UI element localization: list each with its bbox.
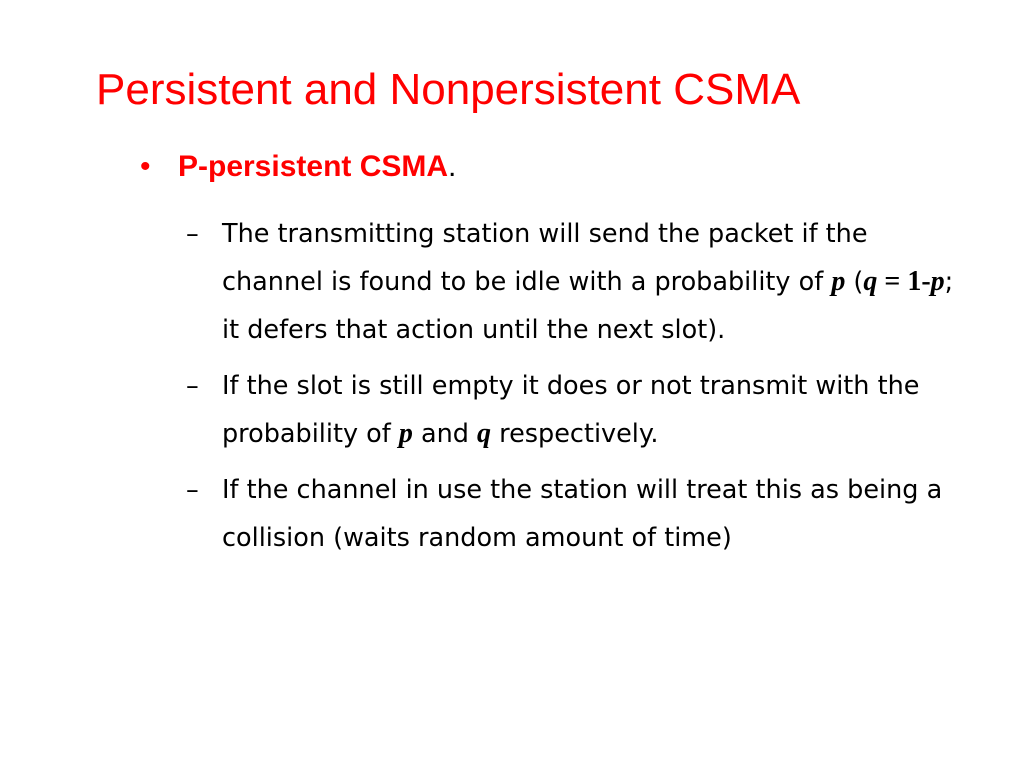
sub-bullet-item-3 [186,466,976,562]
bullet-item [140,149,456,185]
sub-bullet-marker: – [186,371,199,401]
sub-bullet-marker: – [186,475,199,505]
math-variable-q: q [477,418,492,449]
sub-bullet-text: ; it defers that action until the next slot). [222,267,954,345]
sub-bullet-text: If the channel in use the station will treat this as being a collision (waits random amount of time) [222,475,943,553]
sub-bullet-text: ( [845,267,864,297]
sub-bullet-item-2 [186,362,976,458]
math-variable-q: q [863,266,878,297]
sub-bullet-text: respectively. [491,419,659,449]
bullet-heading: P-persistent CSMA [178,150,449,183]
slide-title: Persistent and Nonpersistent CSMA [96,65,801,114]
math-variable-p: p [398,418,413,449]
sub-bullet-item-1 [186,210,976,354]
bullet-period: . [448,150,457,183]
math-variable-p: p [930,266,945,297]
sub-bullet-list [186,210,976,570]
sub-bullet-text: and [412,419,478,449]
math-variable-p: p [831,266,846,297]
math-expression: = 1- [877,266,931,297]
sub-bullet-text: The transmitting station will send the packet if the channel is found to be idle with a probability of [222,219,868,297]
bullet-marker: • [140,150,151,183]
sub-bullet-text: If the slot is still empty it does or not transmit with the probability of [222,371,920,449]
sub-bullet-marker: – [186,219,199,249]
